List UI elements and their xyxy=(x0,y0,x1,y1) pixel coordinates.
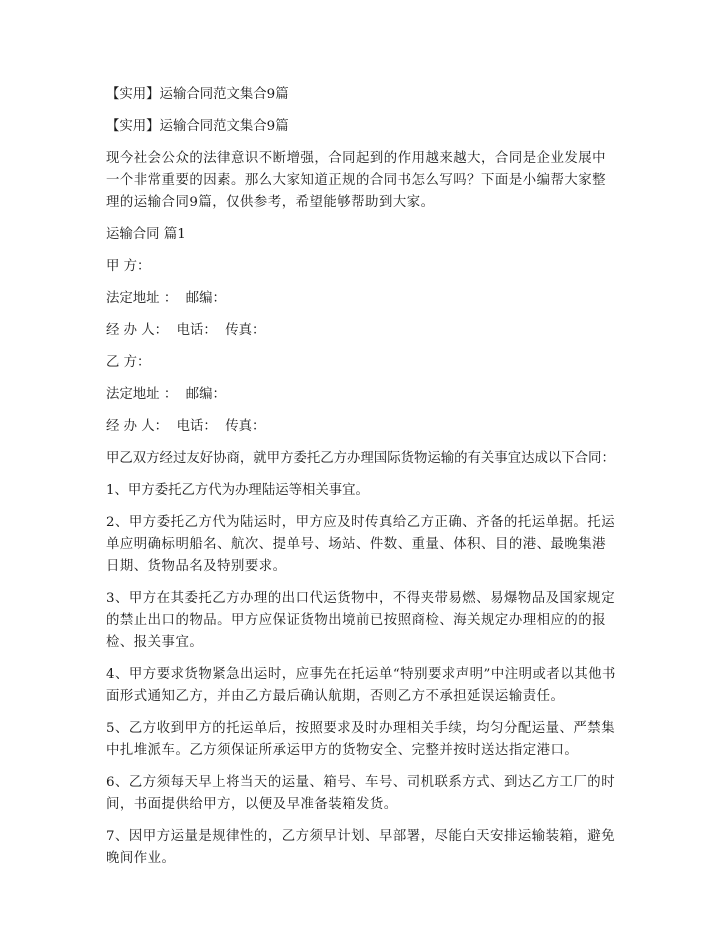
party-b-label: 乙 方： xyxy=(106,355,151,370)
clause-1: 1、甲方委托乙方代为办理陆运等相关事宜。 xyxy=(106,483,369,498)
party-b-agent: 经 办 人： 电话： 传真： xyxy=(106,419,266,434)
clause-6: 6、乙方须每天早上将当天的运量、箱号、车号、司机联系方式、到达乙方工厂的时间，书面提供给甲方，以便及早准备装箱发货。 xyxy=(106,775,616,812)
clause-5: 5、乙方收到甲方的托运单后，按照要求及时办理相关手续，均匀分配运量、严禁集中扎堆派车。乙方须保证所承运甲方的货物安全、完整并按时送达指定港口。 xyxy=(106,721,616,758)
party-a-address: 法定地址 ： 邮编： xyxy=(106,291,226,306)
clause-7: 7、因甲方运量是规律性的，乙方须早计划、早部署，尽能白天安排运输装箱，避免晚间作业。 xyxy=(106,829,616,866)
clause-4: 4、甲方要求货物紧急出运时，应事先在托运单“特别要求声明”中注明或者以其他书面形式通知乙方，并由乙方最后确认航期，否则乙方不承担延误运输责任。 xyxy=(106,667,616,704)
party-a-agent: 经 办 人： 电话： 传真： xyxy=(106,323,266,338)
clause-3: 3、甲方在其委托乙方办理的出口代运货物中，不得夹带易燃、易爆物品及国家规定的禁止出口的物品。甲方应保证货物出境前已按照商检、海关规定办理相应的的报检、报关事宜。 xyxy=(106,591,616,650)
clause-2: 2、甲方委托乙方代为陆运时，甲方应及时传真给乙方正确、齐备的托运单据。托运单应明确标明船名、航次、提单号、场站、件数、重量、体积、目的港、最晚集港日期、货物品名及特别要求。 xyxy=(106,515,616,574)
party-a-label: 甲 方： xyxy=(106,259,151,274)
document-title: 【实用】运输合同范文集合9篇 xyxy=(106,119,289,134)
section-heading: 运输合同 篇1 xyxy=(106,227,186,242)
intro-paragraph: 现今社会公众的法律意识不断增强，合同起到的作用越来越大，合同是企业发展中一个非常重要的因素。那么大家知道正规的合同书怎么写吗？下面是小编帮大家整理的运输合同9篇，仅供参考，希望能够帮助到大家。 xyxy=(106,151,607,210)
party-b-address: 法定地址 ： 邮编： xyxy=(106,387,226,402)
document-page xyxy=(106,84,616,880)
preamble-paragraph: 甲乙双方经过友好协商，就甲方委托乙方办理国际货物运输的有关事宜达成以下合同： xyxy=(106,451,615,466)
document-header-title: 【实用】运输合同范文集合9篇 xyxy=(106,87,289,102)
